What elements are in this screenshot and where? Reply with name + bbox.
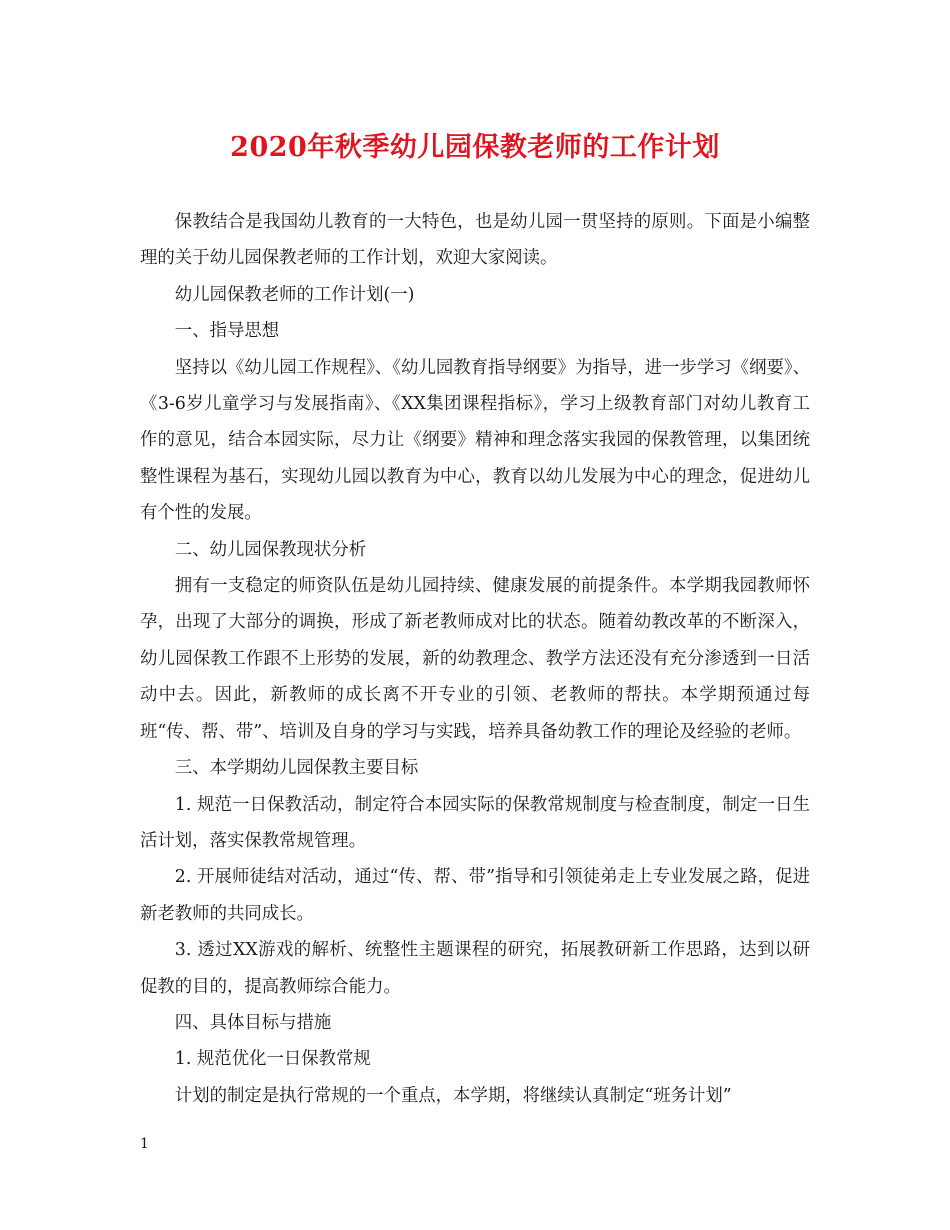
goal-item-3: 3. 透过XX游戏的解析、统整性主题课程的研究，拓展教研新工作思路，达到以研促教的目的，提高教师综合能力。 (140, 940, 810, 997)
goal-item-2: 2. 开展师徒结对活动，通过“传、帮、带”指导和引领徒弟走上专业发展之路，促进新老教师的共同成长。 (140, 867, 810, 924)
status-analysis-paragraph: 拥有一支稳定的师资队伍是幼儿园持续、健康发展的前提条件。本学期我园教师怀孕，出现了大部分的调换，形成了新老教师成对比的状态。随着幼教改革的不断深入，幼儿园保教工作跟不上形势的发展，新的幼教理念、教学方法还没有充分渗透到一日活动中去。因此，新教师的成长离不开专业的引领、老教师的帮扶。本学期预通过每班“传、帮、带”、培训及自身的学习与实践，培养具备幼教工作的理论及经验的老师。 (140, 576, 810, 742)
guiding-ideology-paragraph: 坚持以《幼儿园工作规程》、《幼儿园教育指导纲要》为指导，进一步学习《纲要》、《3-6岁儿童学习与发展指南》、《XX集团课程指标》，学习上级教育部门对幼儿教育工作的意见，结合本园实际，尽力让《纲要》精神和理念落实我园的保教管理，以集团统整性课程为基石，实现幼儿园以教育为中心，教育以幼儿发展为中心的理念，促进幼儿有个性的发展。 (140, 357, 810, 524)
intro-paragraph: 保教结合是我国幼儿教育的一大特色，也是幼儿园一贯坚持的原则。下面是小编整理的关于幼儿园保教老师的工作计划，欢迎大家阅读。 (140, 212, 810, 269)
section-heading-guiding-ideology: 一、指导思想 (174, 321, 280, 342)
document-body (140, 204, 810, 1114)
measure-paragraph-1: 计划的制定是执行常规的一个重点，本学期，将继续认真制定“班务计划” (174, 1085, 732, 1106)
section-heading-main-goals: 三、本学期幼儿园保教主要目标 (174, 758, 419, 779)
section-heading-measures: 四、具体目标与措施 (174, 1012, 332, 1033)
page-number: 1 (140, 1136, 149, 1152)
document-title: 2020年秋季幼儿园保教老师的工作计划 (230, 132, 720, 163)
measure-heading-1: 1. 规范优化一日保教常规 (174, 1049, 371, 1070)
goal-item-1: 1. 规范一日保教活动，制定符合本园实际的保教常规制度与检查制度，制定一日生活计划，落实保教常规管理。 (140, 794, 810, 851)
plan-subtitle: 幼儿园保教老师的工作计划(一) (174, 284, 415, 305)
section-heading-status-analysis: 二、幼儿园保教现状分析 (174, 539, 367, 560)
